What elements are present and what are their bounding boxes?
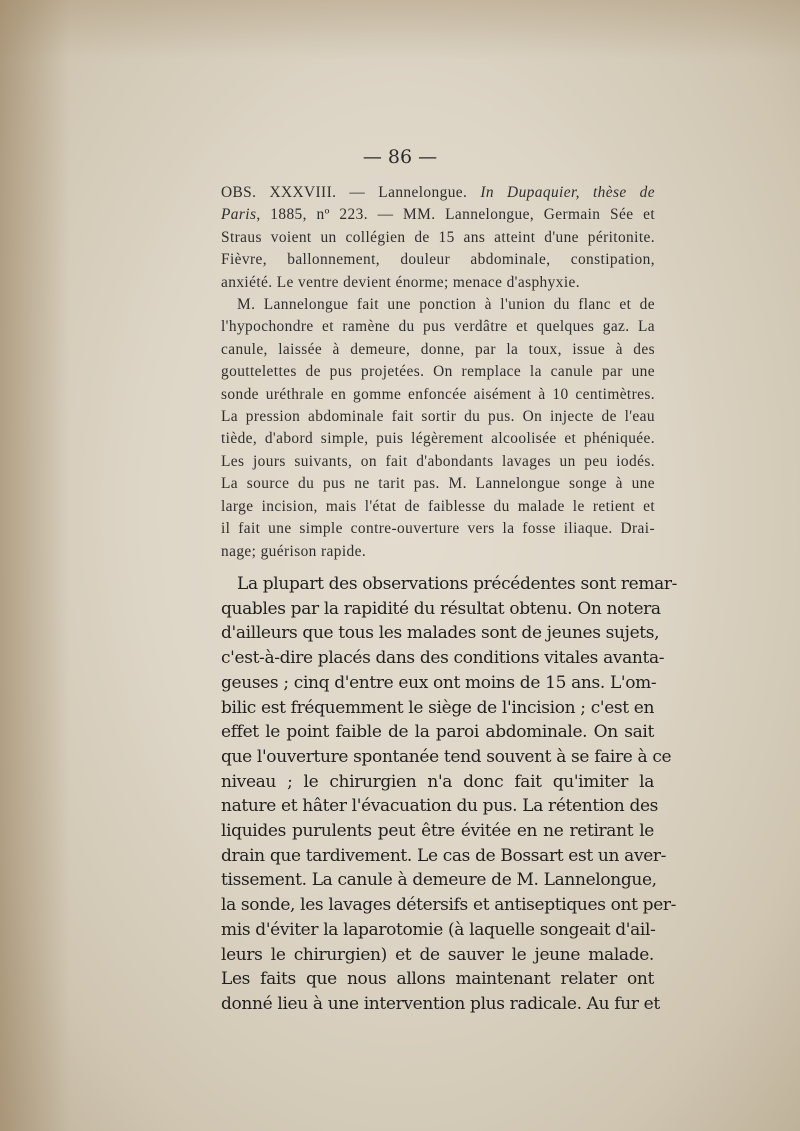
- observation-line: Fièvre, ballonnement, douleur abdominale, constipation,: [221, 251, 655, 269]
- main-text-line: tissement. La canule à demeure de M. Lannelongue,: [221, 870, 657, 891]
- main-text-line: Les faits que nous allons maintenant relater ont: [221, 969, 654, 990]
- observation-line: Straus voient un collégien de 15 ans atteint d'une péritonite.: [221, 228, 655, 246]
- main-text-line: effet le point faible de la paroi abdominale. On sait: [221, 722, 654, 743]
- observation-line: Paris, 1885, nº 223. — MM. Lannelongue, Germain Sée et: [221, 206, 655, 224]
- main-text-line: mis d'éviter la laparotomie (à laquelle songeait d'ail-: [221, 919, 656, 940]
- observation-line: La pression abdominale fait sortir du pus. On injecte de l'eau: [221, 408, 655, 426]
- observation-line: anxiété. Le ventre devient énorme; menace d'asphyxie.: [221, 273, 580, 291]
- observation-line: canule, laissée à demeure, donne, par la toux, issue à des: [221, 340, 655, 358]
- main-text-line: nature et hâter l'évacuation du pus. La rétention des: [221, 796, 659, 817]
- page-number: — 86 —: [362, 146, 438, 168]
- main-text-line: bilic est fréquemment le siège de l'incision ; c'est en: [221, 697, 655, 718]
- main-text-line: que l'ouverture spontanée tend souvent à se faire à ce: [221, 746, 672, 767]
- main-text-line: drain que tardivement. Le cas de Bossart est un aver-: [221, 845, 667, 866]
- main-text-line: d'ailleurs que tous les malades sont de jeunes sujets,: [221, 623, 660, 644]
- observation-block: [221, 182, 655, 563]
- observation-line: nage; guérison rapide.: [221, 542, 367, 560]
- main-text-line: geuses ; cinq d'entre eux ont moins de 15 ans. L'om-: [221, 672, 657, 693]
- observation-line: il fait une simple contre-ouverture vers la fosse iliaque. Drai-: [221, 520, 655, 538]
- main-text-line: leurs le chirurgien) et de sauver le jeune malade.: [221, 944, 654, 965]
- main-paragraph: [221, 572, 678, 1017]
- observation-line: l'hypochondre et ramène du pus verdâtre et quelques gaz. La: [221, 318, 655, 336]
- observation-paragraph-1: [221, 182, 655, 294]
- observation-line: tiède, d'abord simple, puis légèrement alcoolisée et phéniquée.: [221, 430, 655, 448]
- main-text-line: La plupart des observations précédentes sont remar-: [237, 574, 678, 594]
- observation-line: M. Lannelongue fait une ponction à l'union du flanc et de: [237, 296, 655, 314]
- main-text-line: c'est-à-dire placés dans des conditions vitales avanta-: [221, 648, 665, 669]
- main-text-line: donné lieu à une intervention plus radicale. Au fur et: [221, 993, 660, 1014]
- observation-line: La source du pus ne tarit pas. M. Lannelongue songe à une: [221, 475, 655, 493]
- observation-line: sonde uréthrale en gomme enfoncée aisément à 10 centimètres.: [221, 385, 655, 403]
- observation-line: OBS. XXXVIII. — Lannelongue. In Dupaquier, thèse de: [221, 184, 655, 201]
- observation-line: gouttelettes de pus projetées. On remplace la canule par une: [221, 363, 655, 381]
- page-top-shadow: [0, 0, 800, 60]
- observation-line: large incision, mais l'état de faiblesse du malade le retient et: [221, 497, 655, 515]
- main-text-line: liquides purulents peut être évitée en ne retirant le: [221, 821, 654, 842]
- main-text-line: la sonde, les lavages détersifs et antiseptiques ont per-: [221, 895, 677, 916]
- observation-line: Les jours suivants, on fait d'abondants lavages un peu iodés.: [221, 452, 655, 470]
- main-text-line: niveau ; le chirurgien n'a donc fait qu'imiter la: [221, 771, 654, 792]
- main-text-line: quables par la rapidité du résultat obtenu. On notera: [221, 598, 661, 619]
- observation-paragraph-2: [221, 294, 655, 563]
- page-left-shadow: [0, 0, 70, 1131]
